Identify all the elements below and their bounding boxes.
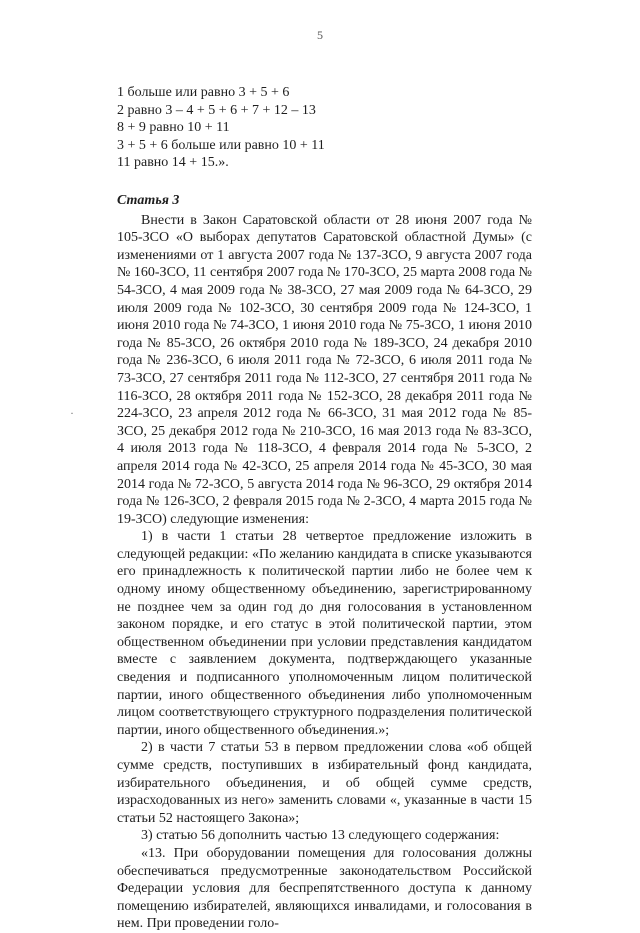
- formula-line: 2 равно 3 – 4 + 5 + 6 + 7 + 12 – 13: [117, 102, 316, 118]
- margin-mark: ·: [70, 406, 74, 420]
- formula-list: [117, 84, 532, 172]
- formula-line: 3 + 5 + 6 больше или равно 10 + 11: [117, 137, 325, 153]
- amendment-item-3-text: «13. При оборудовании помещения для голосования должны обеспечиваться предусмотренные законодательством Российской Федерации условия для беспрепятственного доступа к данному помещению избирателей, являющихся инвалидами, и голосования в нем. При проведении голо-: [117, 845, 532, 932]
- article-3: [117, 192, 532, 933]
- amendment-item-1: 1) в части 1 статьи 28 четвертое предложение изложить в следующей редакции: «По желанию кандидата в списке указываются его принадлежность к политической партии либо не более чем к одному иному общественному объединению, зарегистрированному не позднее чем за один год до дня голосования в установленном законом порядке, и его статус в этой политической партии, этом общественном объединении при условии представления кандидатом вместе с заявлением документа, подтверждающего указанные сведения и подписанного уполномоченным лицом политической партии, иного общественного объединения либо уполномоченным лицом соответствующего структурного подразделения политической партии, иного общественного объединения.»;: [117, 529, 532, 738]
- page-number: 5: [317, 28, 323, 42]
- formula-line: 11 равно 14 + 15.».: [117, 155, 229, 171]
- amendment-item-2: 2) в части 7 статьи 53 в первом предложении слова «об общей сумме средств, поступивших в избирательный фонд кандидата, избирательного объединения, и об общей сумме средств, израсходованных из него» заменить словами «, указанные в части 15 статьи 52 настоящего Закона»;: [117, 740, 532, 826]
- article-intro: Внести в Закон Саратовской области от 28 июня 2007 года № 105-ЗСО «О выборах депутатов Саратовской областной Думы» (с изменениями от 1 августа 2007 года № 137-ЗСО, 9 августа 2007 года № 160-ЗСО, 11 сентября 2007 года № 170-ЗСО, 25 марта 2008 года № 54-ЗСО, 4 мая 2009 года № 38-ЗСО, 27 мая 2009 года № 64-ЗСО, 29 июля 2009 года № 102-ЗСО, 30 сентября 2009 года № 124-ЗСО, 1 июня 2010 года № 74-ЗСО, 1 июня 2010 года № 75-ЗСО, 1 июня 2010 года № 85-ЗСО, 26 октября 2010 года № 189-ЗСО, 24 декабря 2010 года № 236-ЗСО, 6 июля 2011 года № 72-ЗСО, 6 июля 2011 года № 73-ЗСО, 27 сентября 2011 года № 112-ЗСО, 27 сентября 2011 года № 116-ЗСО, 28 октября 2011 года № 152-ЗСО, 28 декабря 2011 года № 224-ЗСО, 23 апреля 2012 года № 66-ЗСО, 31 мая 2012 года № 85-ЗСО, 25 декабря 2012 года № 210-ЗСО, 16 мая 2013 года № 83-ЗСО, 4 июля 2013 года № 118-ЗСО, 4 февраля 2014 года № 5-ЗСО, 2 апреля 2014 года № 42-ЗСО, 25 апреля 2014 года № 45-ЗСО, 30 мая 2014 года № 72-ЗСО, 5 августа 2014 года № 96-ЗСО, 29 октября 2014 года № 126-ЗСО, 2 февраля 2015 года № 2-ЗСО, 4 марта 2015 года № 19-ЗСО) следующие изменения:: [117, 212, 532, 527]
- amendment-item-3: 3) статью 56 дополнить частью 13 следующего содержания:: [141, 828, 500, 844]
- formula-line: 1 больше или равно 3 + 5 + 6: [117, 85, 290, 100]
- article-heading: Статья 3: [117, 193, 180, 208]
- formula-line: 8 + 9 равно 10 + 11: [117, 120, 230, 136]
